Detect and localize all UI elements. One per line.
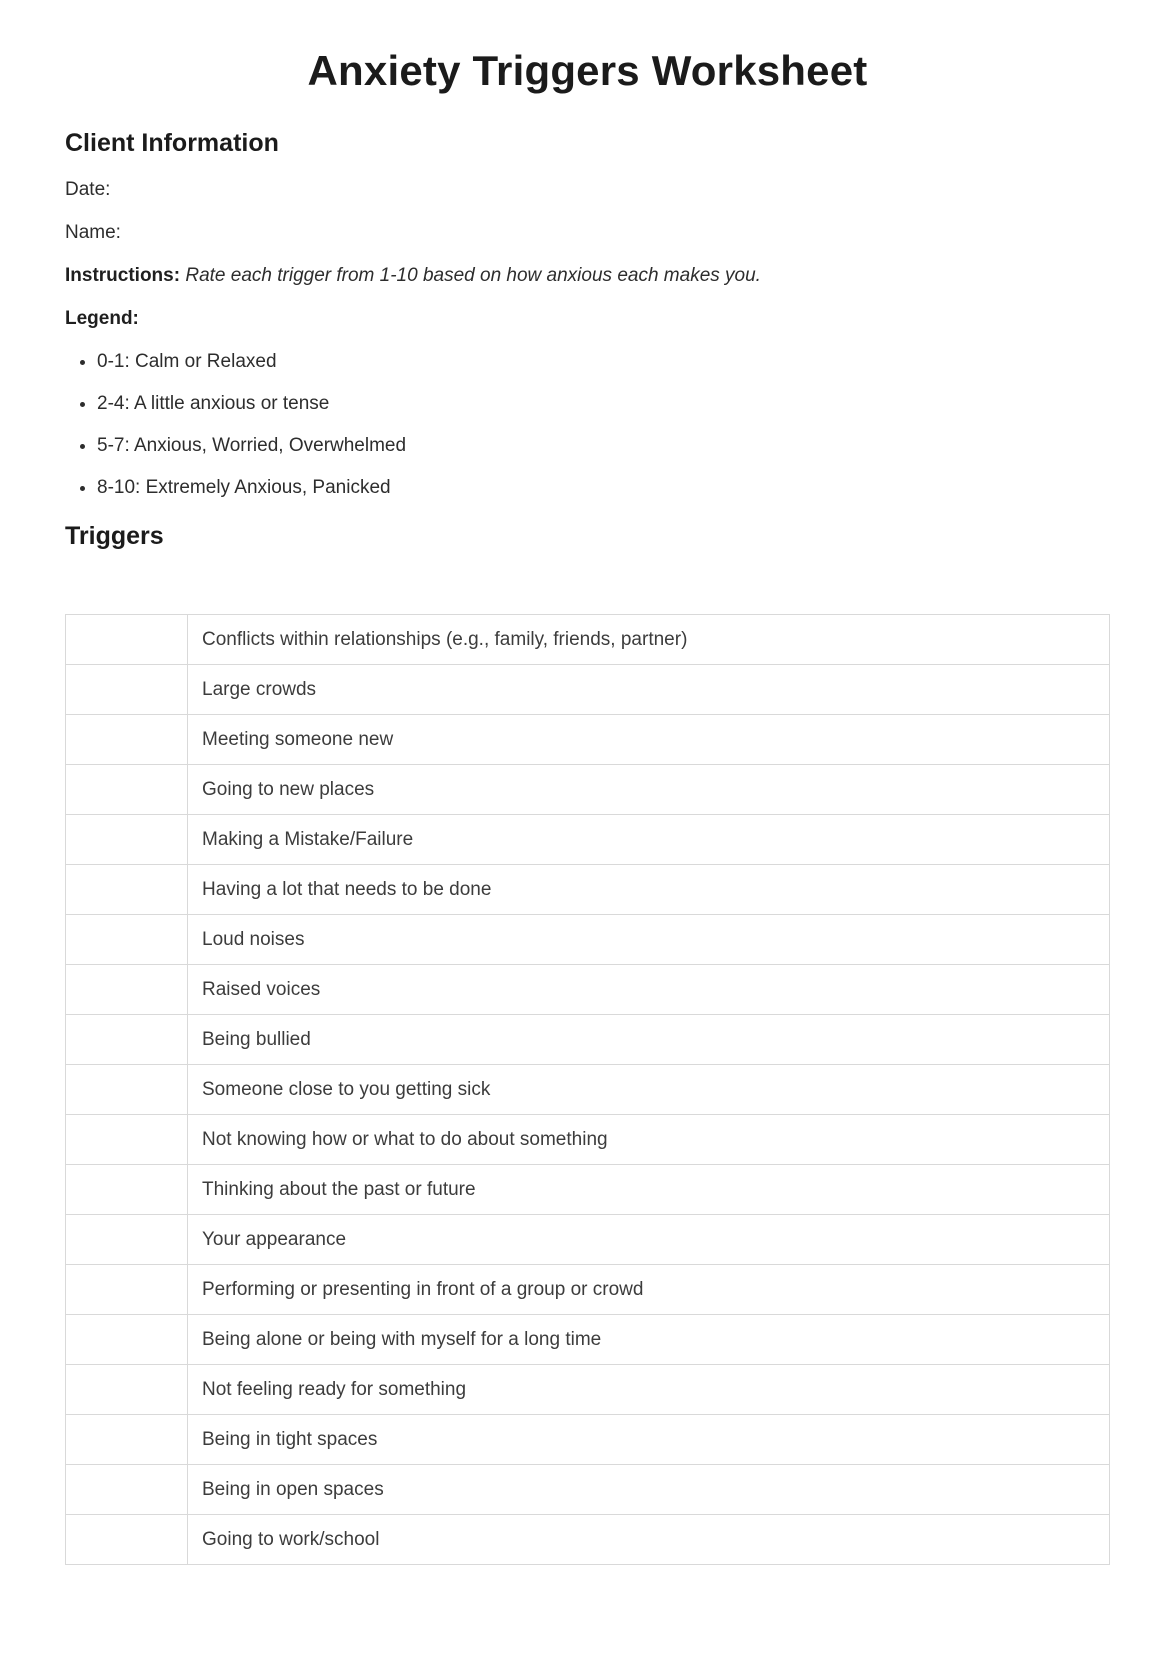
trigger-label: Meeting someone new xyxy=(188,715,1110,765)
triggers-table xyxy=(65,614,1110,1565)
table-row xyxy=(66,715,1110,765)
legend-list xyxy=(65,351,1110,499)
instructions-line xyxy=(65,265,1110,287)
trigger-label: Making a Mistake/Failure xyxy=(188,815,1110,865)
trigger-label: Performing or presenting in front of a group or crowd xyxy=(188,1265,1110,1315)
trigger-label: Having a lot that needs to be done xyxy=(188,865,1110,915)
name-field-label: Name: xyxy=(65,222,121,244)
trigger-label: Being in tight spaces xyxy=(188,1415,1110,1465)
rating-cell xyxy=(66,915,188,965)
table-row xyxy=(66,1465,1110,1515)
rating-cell xyxy=(66,1415,188,1465)
rating-cell xyxy=(66,1015,188,1065)
legend-item: • 0-1: Calm or Relaxed xyxy=(97,351,1110,373)
worksheet-page xyxy=(0,46,1176,1676)
client-information-section xyxy=(65,128,1110,499)
rating-cell xyxy=(66,1515,188,1565)
table-row xyxy=(66,1215,1110,1265)
trigger-label: Going to new places xyxy=(188,765,1110,815)
trigger-label: Someone close to you getting sick xyxy=(188,1065,1110,1115)
rating-cell xyxy=(66,665,188,715)
table-row xyxy=(66,1415,1110,1465)
table-row xyxy=(66,1165,1110,1215)
rating-cell xyxy=(66,1115,188,1165)
rating-cell xyxy=(66,865,188,915)
rating-cell xyxy=(66,615,188,665)
trigger-label: Thinking about the past or future xyxy=(188,1165,1110,1215)
trigger-label: Not feeling ready for something xyxy=(188,1365,1110,1415)
table-row xyxy=(66,915,1110,965)
trigger-label: Being in open spaces xyxy=(188,1465,1110,1515)
rating-cell xyxy=(66,1465,188,1515)
table-row xyxy=(66,965,1110,1015)
trigger-label: Large crowds xyxy=(188,665,1110,715)
rating-cell xyxy=(66,815,188,865)
rating-cell xyxy=(66,1065,188,1115)
rating-cell xyxy=(66,765,188,815)
legend-item: • 8-10: Extremely Anxious, Panicked xyxy=(97,477,1110,499)
table-row xyxy=(66,1065,1110,1115)
table-row xyxy=(66,1515,1110,1565)
legend-label: Legend: xyxy=(65,308,139,330)
trigger-label: Being alone or being with myself for a long time xyxy=(188,1315,1110,1365)
legend-item: • 2-4: A little anxious or tense xyxy=(97,393,1110,415)
table-row xyxy=(66,1365,1110,1415)
rating-cell xyxy=(66,715,188,765)
legend-item: • 5-7: Anxious, Worried, Overwhelmed xyxy=(97,435,1110,457)
table-row xyxy=(66,1015,1110,1065)
trigger-label: Raised voices xyxy=(188,965,1110,1015)
table-row xyxy=(66,1115,1110,1165)
rating-cell xyxy=(66,1165,188,1215)
table-row xyxy=(66,1265,1110,1315)
table-row xyxy=(66,865,1110,915)
trigger-label: Your appearance xyxy=(188,1215,1110,1265)
rating-cell xyxy=(66,1215,188,1265)
instructions-label: Instructions: xyxy=(65,265,181,287)
table-row xyxy=(66,765,1110,815)
instructions-text: Rate each trigger from 1-10 based on how anxious each makes you. xyxy=(185,265,761,287)
client-information-heading: Client Information xyxy=(65,129,279,158)
triggers-heading: Triggers xyxy=(65,522,164,551)
page-title: Anxiety Triggers Worksheet xyxy=(307,47,868,94)
trigger-label: Loud noises xyxy=(188,915,1110,965)
table-row xyxy=(66,665,1110,715)
rating-cell xyxy=(66,965,188,1015)
date-field-label: Date: xyxy=(65,179,111,201)
table-row xyxy=(66,815,1110,865)
trigger-label: Being bullied xyxy=(188,1015,1110,1065)
triggers-section xyxy=(65,521,1110,1565)
legend-line xyxy=(65,308,1110,330)
trigger-label: Not knowing how or what to do about something xyxy=(188,1115,1110,1165)
trigger-label: Conflicts within relationships (e.g., family, friends, partner) xyxy=(188,615,1110,665)
rating-cell xyxy=(66,1365,188,1415)
table-row xyxy=(66,1315,1110,1365)
table-row xyxy=(66,615,1110,665)
rating-cell xyxy=(66,1265,188,1315)
trigger-label: Going to work/school xyxy=(188,1515,1110,1565)
rating-cell xyxy=(66,1315,188,1365)
